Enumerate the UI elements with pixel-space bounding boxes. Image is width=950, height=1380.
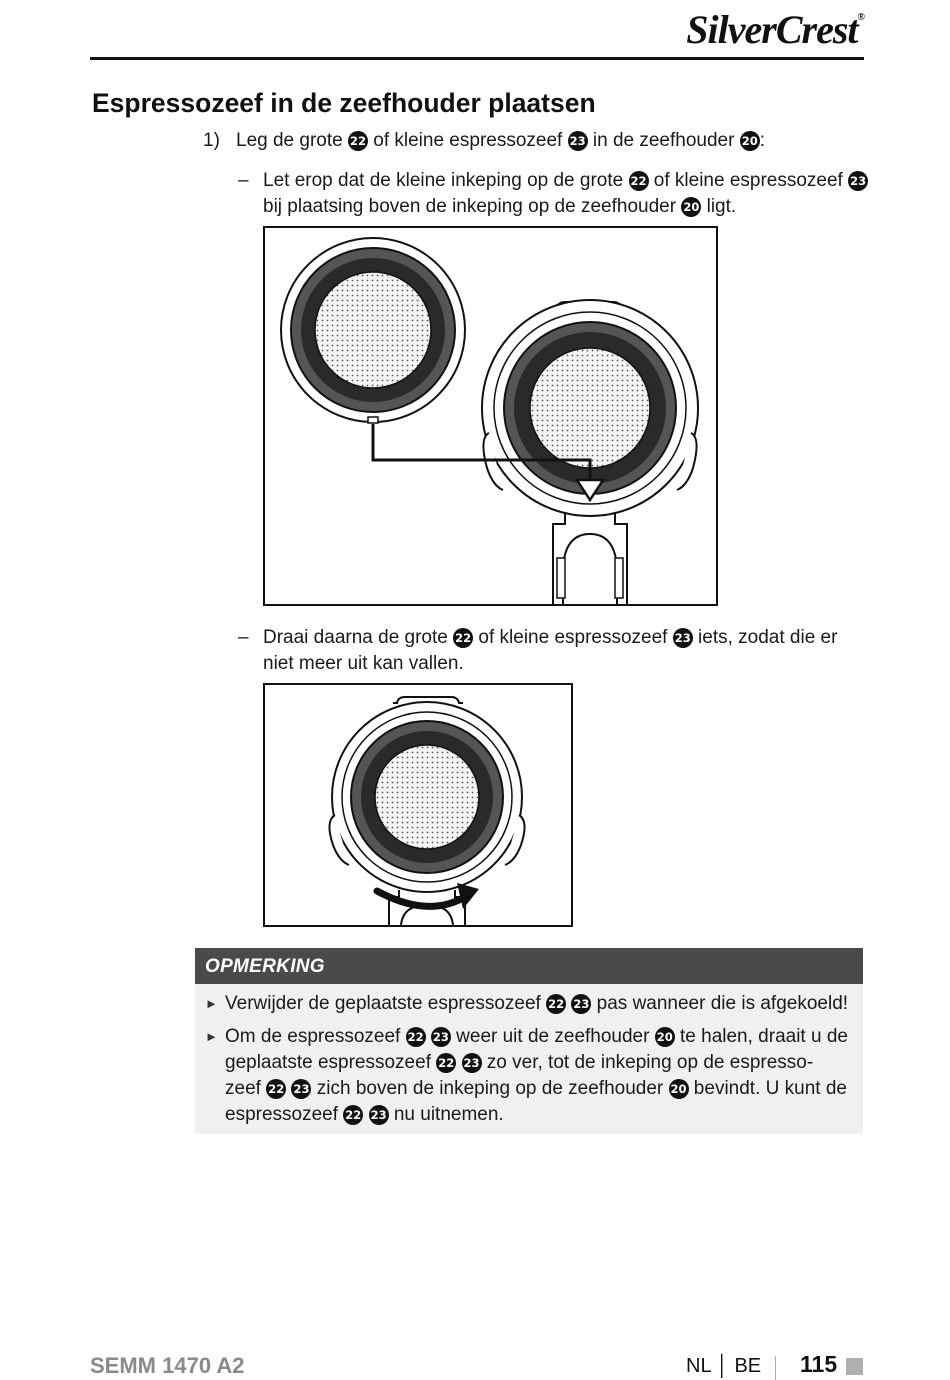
ref-22: 22 <box>343 1105 363 1125</box>
page-marker <box>846 1358 863 1375</box>
figure-insert-sieve <box>263 226 718 606</box>
footer-language: NL │ BE <box>686 1355 762 1377</box>
note-item-2: ► Om de espressozeef 22 23 weer uit de zeefhouder 20 te halen, draait u de geplaatste espressozeef 22 23 zo ver, tot de inkeping op de espresso- zeef 22 23 zich boven de inkeping op de zeefhouder 20 bevindt. U kunt de espressozeef 22 23 nu uitnemen. <box>205 1026 848 1125</box>
ref-23: 23 <box>848 171 868 191</box>
ref-23: 23 <box>462 1053 482 1073</box>
figure-rotate-sieve <box>263 683 573 927</box>
ref-20: 20 <box>681 197 701 217</box>
dash-2: – <box>238 627 249 648</box>
ref-22: 22 <box>453 628 473 648</box>
ref-22: 22 <box>406 1027 426 1047</box>
figure-rotate-sieve-drawing <box>265 685 571 925</box>
brand-logo: SilverCrest® <box>686 7 864 52</box>
ref-20: 20 <box>655 1027 675 1047</box>
note-item-1: ► Verwijder de geplaatste espressozeef 22 23 pas wanneer die is afgekoeld! <box>205 991 855 1017</box>
ref-23: 23 <box>571 994 591 1014</box>
page-number: 115 <box>800 1351 838 1377</box>
ref-23: 23 <box>431 1027 451 1047</box>
ref-23: 23 <box>673 628 693 648</box>
dash-1: – <box>238 170 249 191</box>
figure-insert-sieve-drawing <box>265 228 716 604</box>
dash-2-text: Draai daarna de grote 22 of kleine espressozeef 23 iets, zodat die er niet meer uit kan vallen. <box>263 627 838 674</box>
ref-20: 20 <box>740 131 760 151</box>
ref-22: 22 <box>348 131 368 151</box>
ref-22: 22 <box>266 1079 286 1099</box>
bullet-icon: ► <box>205 996 218 1011</box>
step-1-text: Leg de grote 22 of kleine espressozeef 23 in de zeefhouder 20 : <box>236 130 766 151</box>
ref-23: 23 <box>568 131 588 151</box>
step-1: 1) <box>203 130 220 151</box>
section-title: Espressozeef in de zeefhouder plaatsen <box>92 88 596 118</box>
dash-1-text: Let erop dat de kleine inkeping op de grote 22 of kleine espressozeef 23 bij plaatsing boven de inkeping op de zeefhouder 20 ligt. <box>263 170 867 217</box>
ref-23: 23 <box>369 1105 389 1125</box>
footer-model: SEMM 1470 A2 <box>90 1353 245 1378</box>
header-rule <box>90 57 864 60</box>
ref-20: 20 <box>669 1079 689 1099</box>
note-heading: OPMERKING <box>195 948 863 984</box>
ref-23: 23 <box>291 1079 311 1099</box>
ref-22: 22 <box>629 171 649 191</box>
footer-separator <box>775 1356 776 1380</box>
ref-22: 22 <box>436 1053 456 1073</box>
ref-22: 22 <box>546 994 566 1014</box>
bullet-icon: ► <box>205 1029 218 1044</box>
note-box <box>195 948 863 1134</box>
